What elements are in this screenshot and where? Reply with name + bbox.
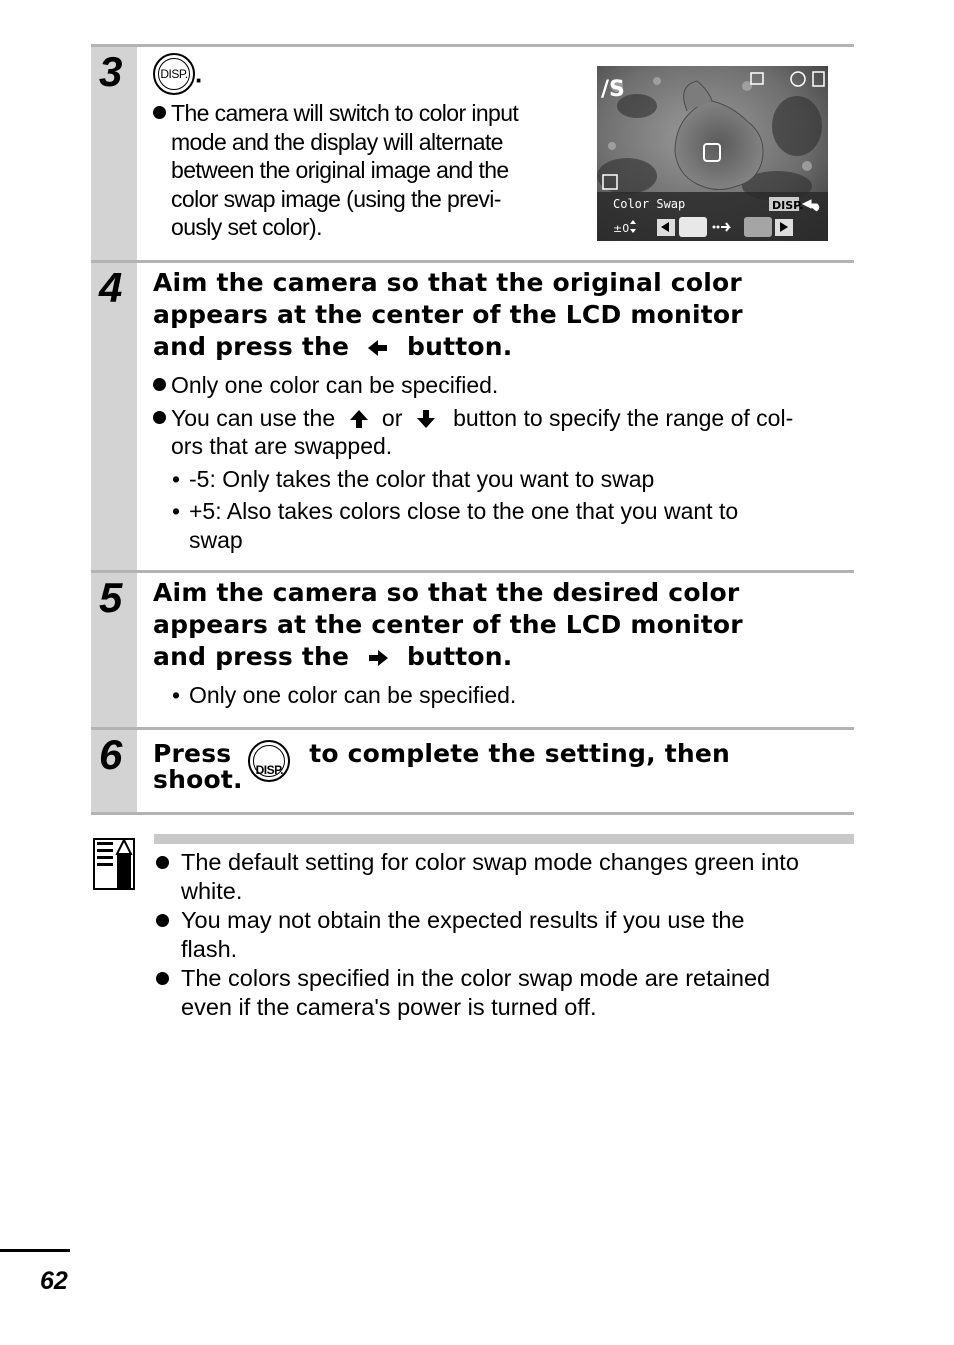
bullet-icon — [156, 972, 169, 985]
note-divider-bar — [154, 834, 854, 844]
step-4-content — [153, 267, 854, 554]
bullet-icon — [153, 411, 166, 424]
step-number-column — [91, 573, 137, 727]
step-6 — [91, 727, 854, 815]
step-4-sub-2: • +5: Also takes colors close to the one that you want to swap — [172, 498, 739, 553]
svg-text:±0: ±0 — [613, 222, 630, 235]
svg-text:DISP.: DISP. — [772, 199, 804, 212]
step-5-content — [153, 577, 854, 710]
step-5 — [91, 570, 854, 727]
lcd-mode-label: Color Swap — [613, 197, 686, 211]
step-6-heading: Press DISP. to complete the setting, then shoot. — [153, 739, 731, 794]
step-number: 6 — [99, 731, 123, 778]
step-5-sub-1: • Only one color can be specified. — [172, 682, 517, 708]
bullet-icon — [153, 106, 166, 119]
page-number: 62 — [40, 1267, 68, 1295]
step-5-heading: Aim the camera so that the desired color appears at the center of the LCD monitor and press the button. — [153, 578, 743, 671]
steps-section — [91, 44, 854, 815]
step-4-heading: Aim the camera so that the original color appears at the center of the LCD monitor and press the button. — [153, 268, 743, 361]
step-3 — [91, 44, 854, 260]
step-number: 4 — [99, 264, 123, 311]
page-footer-rule — [0, 1249, 70, 1295]
bullet-icon — [153, 378, 166, 391]
step-number: 3 — [99, 48, 123, 95]
step-number-column — [91, 263, 137, 570]
note-item: You may not obtain the expected results if you use the flash. — [155, 906, 854, 963]
step-4 — [91, 260, 854, 570]
note-item: The default setting for color swap mode changes green into white. — [155, 848, 854, 905]
step-number-column — [91, 47, 137, 260]
bullet-icon — [156, 914, 169, 927]
note-item: The colors specified in the color swap mode are retained even if the camera's power is turned off. — [155, 964, 854, 1021]
step-4-bullet-1: Only one color can be specified. — [153, 371, 854, 400]
right-arrow-icon — [366, 648, 390, 668]
step-6-content — [153, 734, 854, 796]
step-3-heading: DISP. . — [153, 53, 854, 99]
bullet-icon — [156, 856, 169, 869]
up-arrow-icon — [348, 408, 370, 430]
note-icon — [93, 838, 135, 890]
step-number-column — [91, 730, 137, 812]
svg-text:/S: /S — [601, 77, 625, 102]
step-number: 5 — [99, 574, 123, 621]
step-4-bullet-2: You can use the or button to specify the range of col- ors that are swapped. — [153, 404, 854, 461]
note-list — [155, 848, 854, 1022]
down-arrow-icon — [415, 408, 437, 430]
left-arrow-icon — [366, 338, 390, 358]
lcd-screen-image — [597, 66, 828, 241]
step-4-sub-1: • -5: Only takes the color that you want to swap — [172, 465, 655, 492]
step-3-bullet: The camera will switch to color input mode and the display will alternate between the original image and the color swap image (using the previ- ously set color). — [153, 99, 591, 242]
disp-button-icon: DISP. — [153, 53, 195, 95]
disp-button-icon: DISP. — [248, 740, 290, 782]
